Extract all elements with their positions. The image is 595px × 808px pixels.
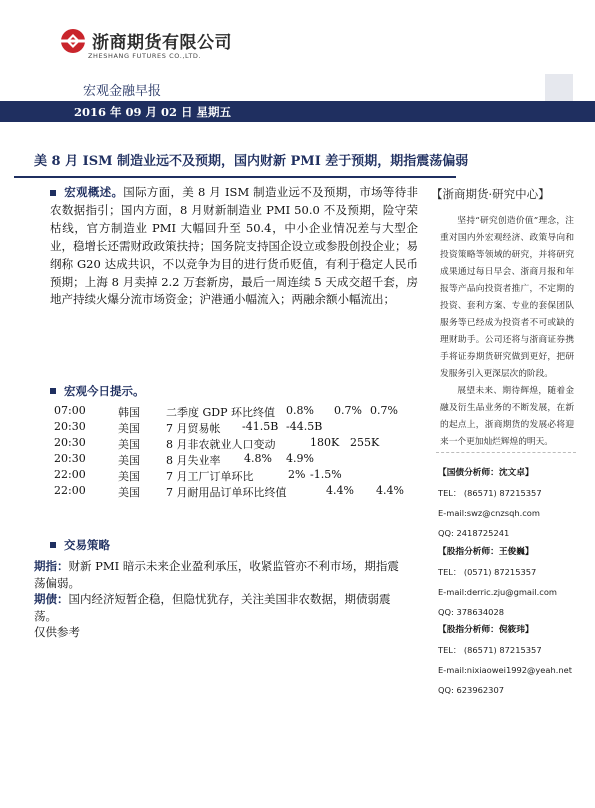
strategy-body	[34, 558, 410, 641]
sidebar-title: 【浙商期货·研究中心】	[431, 187, 550, 201]
disclaimer: 仅供参考	[34, 625, 80, 639]
strategy-section-title: 交易策略	[50, 534, 110, 553]
overview-paragraph	[50, 184, 418, 309]
company-name-cn: 浙商期货有限公司	[92, 33, 232, 53]
bullet-icon	[50, 542, 56, 548]
company-logo-icon	[60, 28, 86, 54]
overview-text: 国际方面，美 8 月 ISM 制造业远不及预期，市场等待非农数据指引；国内方面，8 月财新制造业 PMI 50.0 不及预期，险守荣枯线，官方制造业 PMI 大幅回升至 50.4，中小企业情况差与大型企业，稳增长还需财政政策扶持；国务院支持国企设立或参股创投企业；易纲称 G20 达成共识，不以竞争为目的进行货币贬值，有利于稳定人民币预期；上海 8 月卖掉 2.2 万套新房，最后一周连续 5 天成交超千套，房地产持续火爆分流市场资金；沪港通小幅流入；两融余额小幅流出；	[50, 185, 419, 307]
overview-label: 宏观概述。	[64, 185, 124, 199]
analyst-card: 【股指分析师：王俊巍】 TEL： (0571) 87215357 E-mail:derric.zju@gmail.com QQ: 378634028	[438, 547, 557, 617]
headline-divider	[14, 176, 456, 178]
analyst-card: 【股指分析师：倪筱玮】 TEL： (86571) 87215357 E-mail:nixiaowei1992@yeah.net QQ: 623962307	[438, 625, 572, 695]
bullet-icon	[50, 388, 56, 394]
report-date: 2016 年 09 月 02 日 星期五	[74, 105, 232, 119]
sidebar-divider	[436, 452, 576, 453]
strategy-item-index-futures: 期指：财新 PMI 暗示未来企业盈利承压，收紧监管亦不利市场，期指震荡偏弱。	[34, 559, 399, 590]
report-type: 宏观金融早报	[83, 84, 162, 99]
economic-calendar: 07:00 韩国 二季度 GDP 环比终值 0.8% 0.7% 0.7% 20:30 美国 7 月贸易帐 -41.5B -44.5B 20:30 美国 8 月非农就业人口变动 180K 255K 20:30 美国 8 月失业率 4.8% 4.9% 22:00 美国 7 月工厂订单环比 2% -1.5% 22:00 美国 7 月耐用品订单环比终值 4.4% 4.4%	[54, 404, 404, 499]
sidebar-paragraph: 坚持“研究创造价值”理念，注重对国内外宏观经济、政策导向和投资策略等领域的研究，并将研究成果通过每日早会、浙商月报和年报等产品向投资者推广，不定期的投资、套利方案、专业的套保团队服务等已经成为投资者不可或缺的理财助手。公司还将与浙商证券携手将证券期货研究做到更好，把研发服务引入更深层次的阶段。	[440, 216, 574, 379]
headline: 美 8 月 ISM 制造业远不及预期，国内财新 PMI 差于预期，期指震荡偏弱	[34, 154, 469, 169]
sidebar-intro	[440, 213, 574, 451]
strategy-item-bond-futures: 期债：国内经济短暂企稳，但隐忧犹存，关注美国非农数据，期债弱震荡。	[34, 592, 391, 623]
calendar-section-title: 宏观今日提示。	[50, 380, 145, 399]
header-shade-block	[545, 74, 573, 101]
analyst-card: 【国债分析师：沈文卓】 TEL： (86571) 87215357 E-mail:swz@cnzsqh.com QQ: 2418725241	[438, 468, 542, 538]
sidebar-paragraph: 展望未来、期待辉煌，随着金融及衍生品业务的不断发展，在新的起点上，浙商期货的发展必将迎来一个更加灿烂辉煌的明天。	[440, 386, 574, 447]
bullet-icon	[50, 190, 56, 196]
company-name-en: ZHESHANG FUTURES CO.,LTD.	[88, 52, 202, 60]
